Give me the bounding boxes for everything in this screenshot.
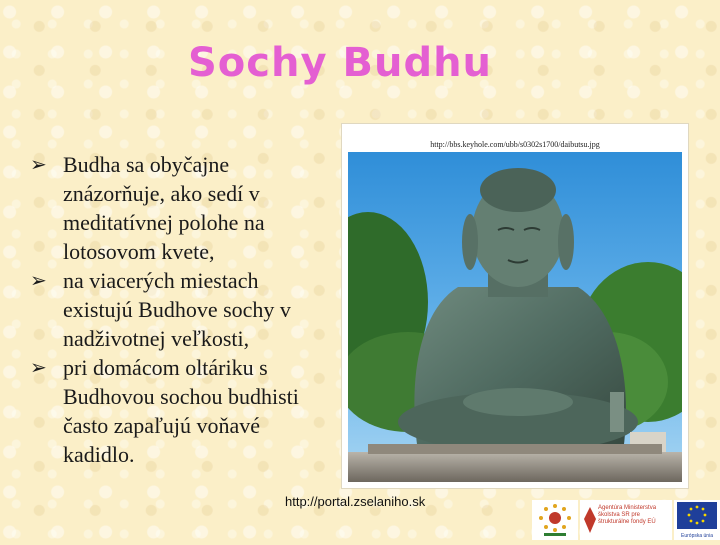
bullet-line: často zapaľujú voňavé	[63, 413, 261, 438]
agency-logo	[580, 500, 672, 540]
bullet-line: pri domácom oltáriku s	[63, 355, 268, 380]
eu-flag-logo	[674, 500, 720, 540]
agency-logo-text: Agentúra Ministerstva školstva SR pre štrukturálne fondy EÚ	[598, 505, 657, 525]
bullet-line: znázorňuje, ako sedí v	[63, 181, 260, 206]
bullet-line: Budhovou sochou budhisti	[63, 384, 299, 409]
bullet-line: Budha sa obyčajne	[63, 152, 230, 177]
bullet-line: meditatívnej polohe na	[63, 210, 265, 235]
slide-title: Sochy Budhu	[188, 40, 493, 86]
bullet-line: nadživotnej veľkosti,	[63, 326, 250, 351]
bullet-line: lotosovom kvete,	[63, 239, 215, 264]
bullet-line: existujú Budhove sochy v	[63, 297, 291, 322]
bullet-item	[30, 266, 350, 353]
bullet-item	[30, 150, 350, 266]
bullet-list	[30, 150, 350, 469]
bullet-item	[30, 353, 350, 469]
buddha-photo	[348, 152, 682, 482]
arrow-bullet-icon: ➢	[30, 152, 47, 176]
bullet-line: na viacerých miestach	[63, 268, 259, 293]
photo-source-url: http://bbs.keyhole.com/ubb/s0302s1700/daibutsu.jpg	[430, 140, 600, 149]
footer-url[interactable]: http://portal.zselaniho.sk	[285, 494, 426, 509]
esf-stars-logo	[532, 500, 578, 540]
eu-label: Európska únia	[681, 533, 713, 539]
arrow-bullet-icon: ➢	[30, 355, 47, 379]
buddha-photo-frame	[342, 124, 688, 488]
arrow-bullet-icon: ➢	[30, 268, 47, 292]
bullet-line: kadidlo.	[63, 442, 135, 467]
